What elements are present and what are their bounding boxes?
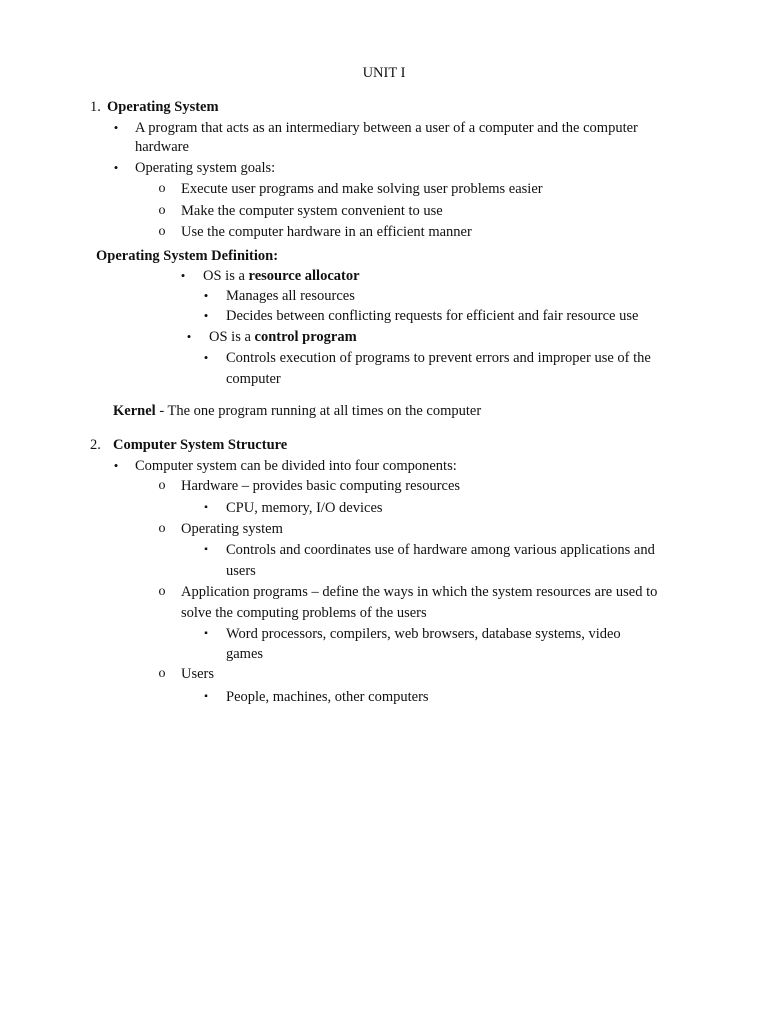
- square-marker: ▪: [204, 628, 208, 639]
- goal-item: Execute user programs and make solving user problems easier: [181, 181, 543, 197]
- circle-marker: o: [158, 584, 166, 599]
- os-definition-line-2: hardware: [135, 139, 189, 155]
- square-marker: ▪: [204, 544, 208, 555]
- definition-heading: Operating System Definition:: [96, 248, 279, 264]
- goal-item: Make the computer system convenient to use: [181, 203, 443, 219]
- apps-detail-line-2: games: [226, 646, 264, 662]
- circle-marker: o: [158, 203, 166, 218]
- resource-item: Decides between conflicting requests for efficient and fair resource use: [226, 308, 639, 324]
- circle-marker: o: [158, 224, 166, 239]
- resource-prefix: OS is a: [203, 268, 249, 284]
- bullet-marker: •: [113, 120, 119, 135]
- component-apps-line-1: Application programs – define the ways in which the system resources are used to: [181, 584, 658, 600]
- hardware-detail: CPU, memory, I/O devices: [226, 500, 383, 516]
- kernel-term: Kernel: [113, 403, 156, 419]
- components-intro: Computer system can be divided into four components:: [135, 458, 457, 474]
- control-item-line-2: computer: [226, 371, 281, 387]
- kernel-description: - The one program running at all times on the computer: [155, 403, 482, 419]
- circle-marker: o: [158, 666, 166, 681]
- section-2-heading: Computer System Structure: [113, 437, 288, 453]
- apps-detail-line-1: Word processors, compilers, web browsers, database systems, video: [226, 626, 621, 642]
- resource-item: Manages all resources: [226, 288, 355, 304]
- bullet-marker: •: [180, 268, 186, 283]
- component-users: Users: [181, 666, 215, 682]
- os-detail-line-2: users: [226, 563, 256, 579]
- component-os: Operating system: [181, 521, 283, 537]
- circle-marker: o: [158, 478, 166, 493]
- bullet-marker: •: [203, 288, 209, 303]
- kernel-line: [113, 401, 481, 421]
- resource-allocator-line: [203, 266, 360, 286]
- square-marker: ▪: [204, 502, 208, 513]
- bullet-marker: •: [186, 329, 192, 344]
- page-title: UNIT I: [362, 65, 406, 81]
- users-detail: People, machines, other computers: [226, 689, 429, 705]
- bullet-marker: •: [113, 160, 119, 175]
- control-item-line-1: Controls execution of programs to prevent errors and improper use of the: [226, 350, 651, 366]
- section-2-number: 2.: [90, 437, 101, 453]
- section-1-number: 1.: [90, 99, 101, 115]
- square-marker: ▪: [204, 691, 208, 702]
- section-1-heading: Operating System: [107, 99, 219, 115]
- control-prefix: OS is a: [209, 329, 255, 345]
- bullet-marker: •: [203, 308, 209, 323]
- os-detail-line-1: Controls and coordinates use of hardware among various applications and: [226, 542, 655, 558]
- component-apps-line-2: solve the computing problems of the users: [181, 605, 427, 621]
- control-program-term: control program: [254, 329, 357, 345]
- circle-marker: o: [158, 521, 166, 536]
- goal-item: Use the computer hardware in an efficient manner: [181, 224, 472, 240]
- os-goals-label: Operating system goals:: [135, 160, 276, 176]
- bullet-marker: •: [203, 350, 209, 365]
- bullet-marker: •: [113, 458, 119, 473]
- circle-marker: o: [158, 181, 166, 196]
- os-definition-line-1: A program that acts as an intermediary between a user of a computer and the computer: [135, 120, 638, 136]
- resource-allocator-term: resource allocator: [248, 268, 360, 284]
- component-hardware: Hardware – provides basic computing resources: [181, 478, 461, 494]
- control-program-line: [209, 327, 357, 347]
